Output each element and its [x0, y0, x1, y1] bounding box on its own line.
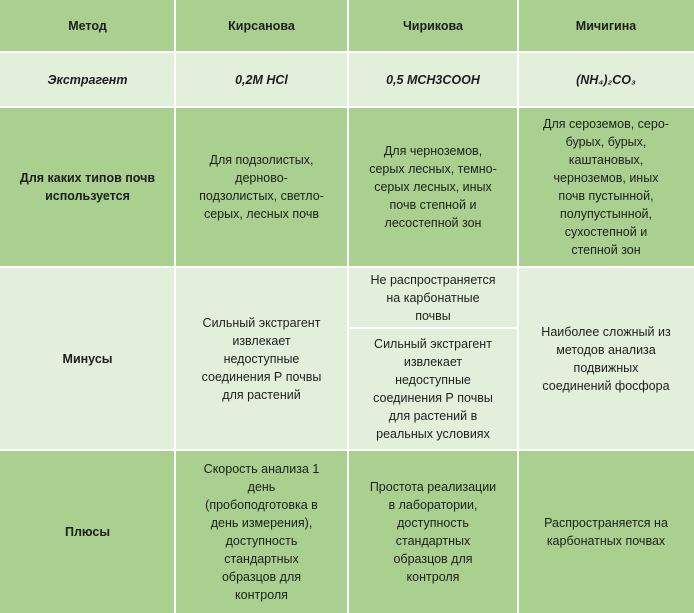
extractant-kirsanov: 0,2М HCl: [175, 52, 348, 107]
minuses-kirsanov: Сильный экстрагент извлекает недоступные соединения Р почвы для растений: [175, 267, 348, 450]
soils-machigin: Для сероземов, серо- бурых, бурых, каштановых, черноземов, иных почв пустынной, полупустынной, сухостепной и степной зон: [518, 107, 694, 267]
header-method: Метод: [0, 0, 175, 52]
minuses-chirikov-2: Сильный экстрагент извлекает недоступные соединения Р почвы для растений в реальных условиях: [348, 328, 518, 450]
grid-divider: [517, 0, 519, 613]
grid-divider: [174, 0, 176, 613]
header-chirikov: Чирикова: [348, 0, 518, 52]
extractant-chirikov: 0,5 МСН3СООН: [348, 52, 518, 107]
minuses-chirikov-1: Не распространяется на карбонатные почвы: [348, 267, 518, 328]
pluses-label: Плюсы: [0, 450, 175, 613]
grid-divider: [0, 106, 694, 108]
extractant-label: Экстрагент: [0, 52, 175, 107]
pluses-chirikov: Простота реализации в лаборатории, доступность стандартных образцов для контроля: [348, 450, 518, 613]
grid-divider: [348, 327, 518, 329]
soils-chirikov: Для черноземов, серых лесных, темно- серых лесных, иных почв степной и лесостепной зон: [348, 107, 518, 267]
minuses-label: Минусы: [0, 267, 175, 450]
extractant-machigin: (NH₄)₂CO₃: [518, 52, 694, 107]
soils-kirsanov: Для подзолистых, дерново- подзолистых, светло- серых, лесных почв: [175, 107, 348, 267]
header-kirsanov: Кирсанова: [175, 0, 348, 52]
pluses-machigin: Распространяется на карбонатных почвах: [518, 450, 694, 613]
header-machigin: Мичигина: [518, 0, 694, 52]
soils-label: Для каких типов почв используется: [0, 107, 175, 267]
grid-divider: [0, 51, 694, 53]
grid-divider: [0, 449, 694, 451]
grid-divider: [347, 0, 349, 613]
minuses-machigin: Наиболее сложный из методов анализа подвижных соединений фосфора: [518, 267, 694, 450]
grid-divider: [0, 266, 694, 268]
pluses-kirsanov: Скорость анализа 1 день (пробоподготовка в день измерения), доступность стандартных образцов для контроля: [175, 450, 348, 613]
